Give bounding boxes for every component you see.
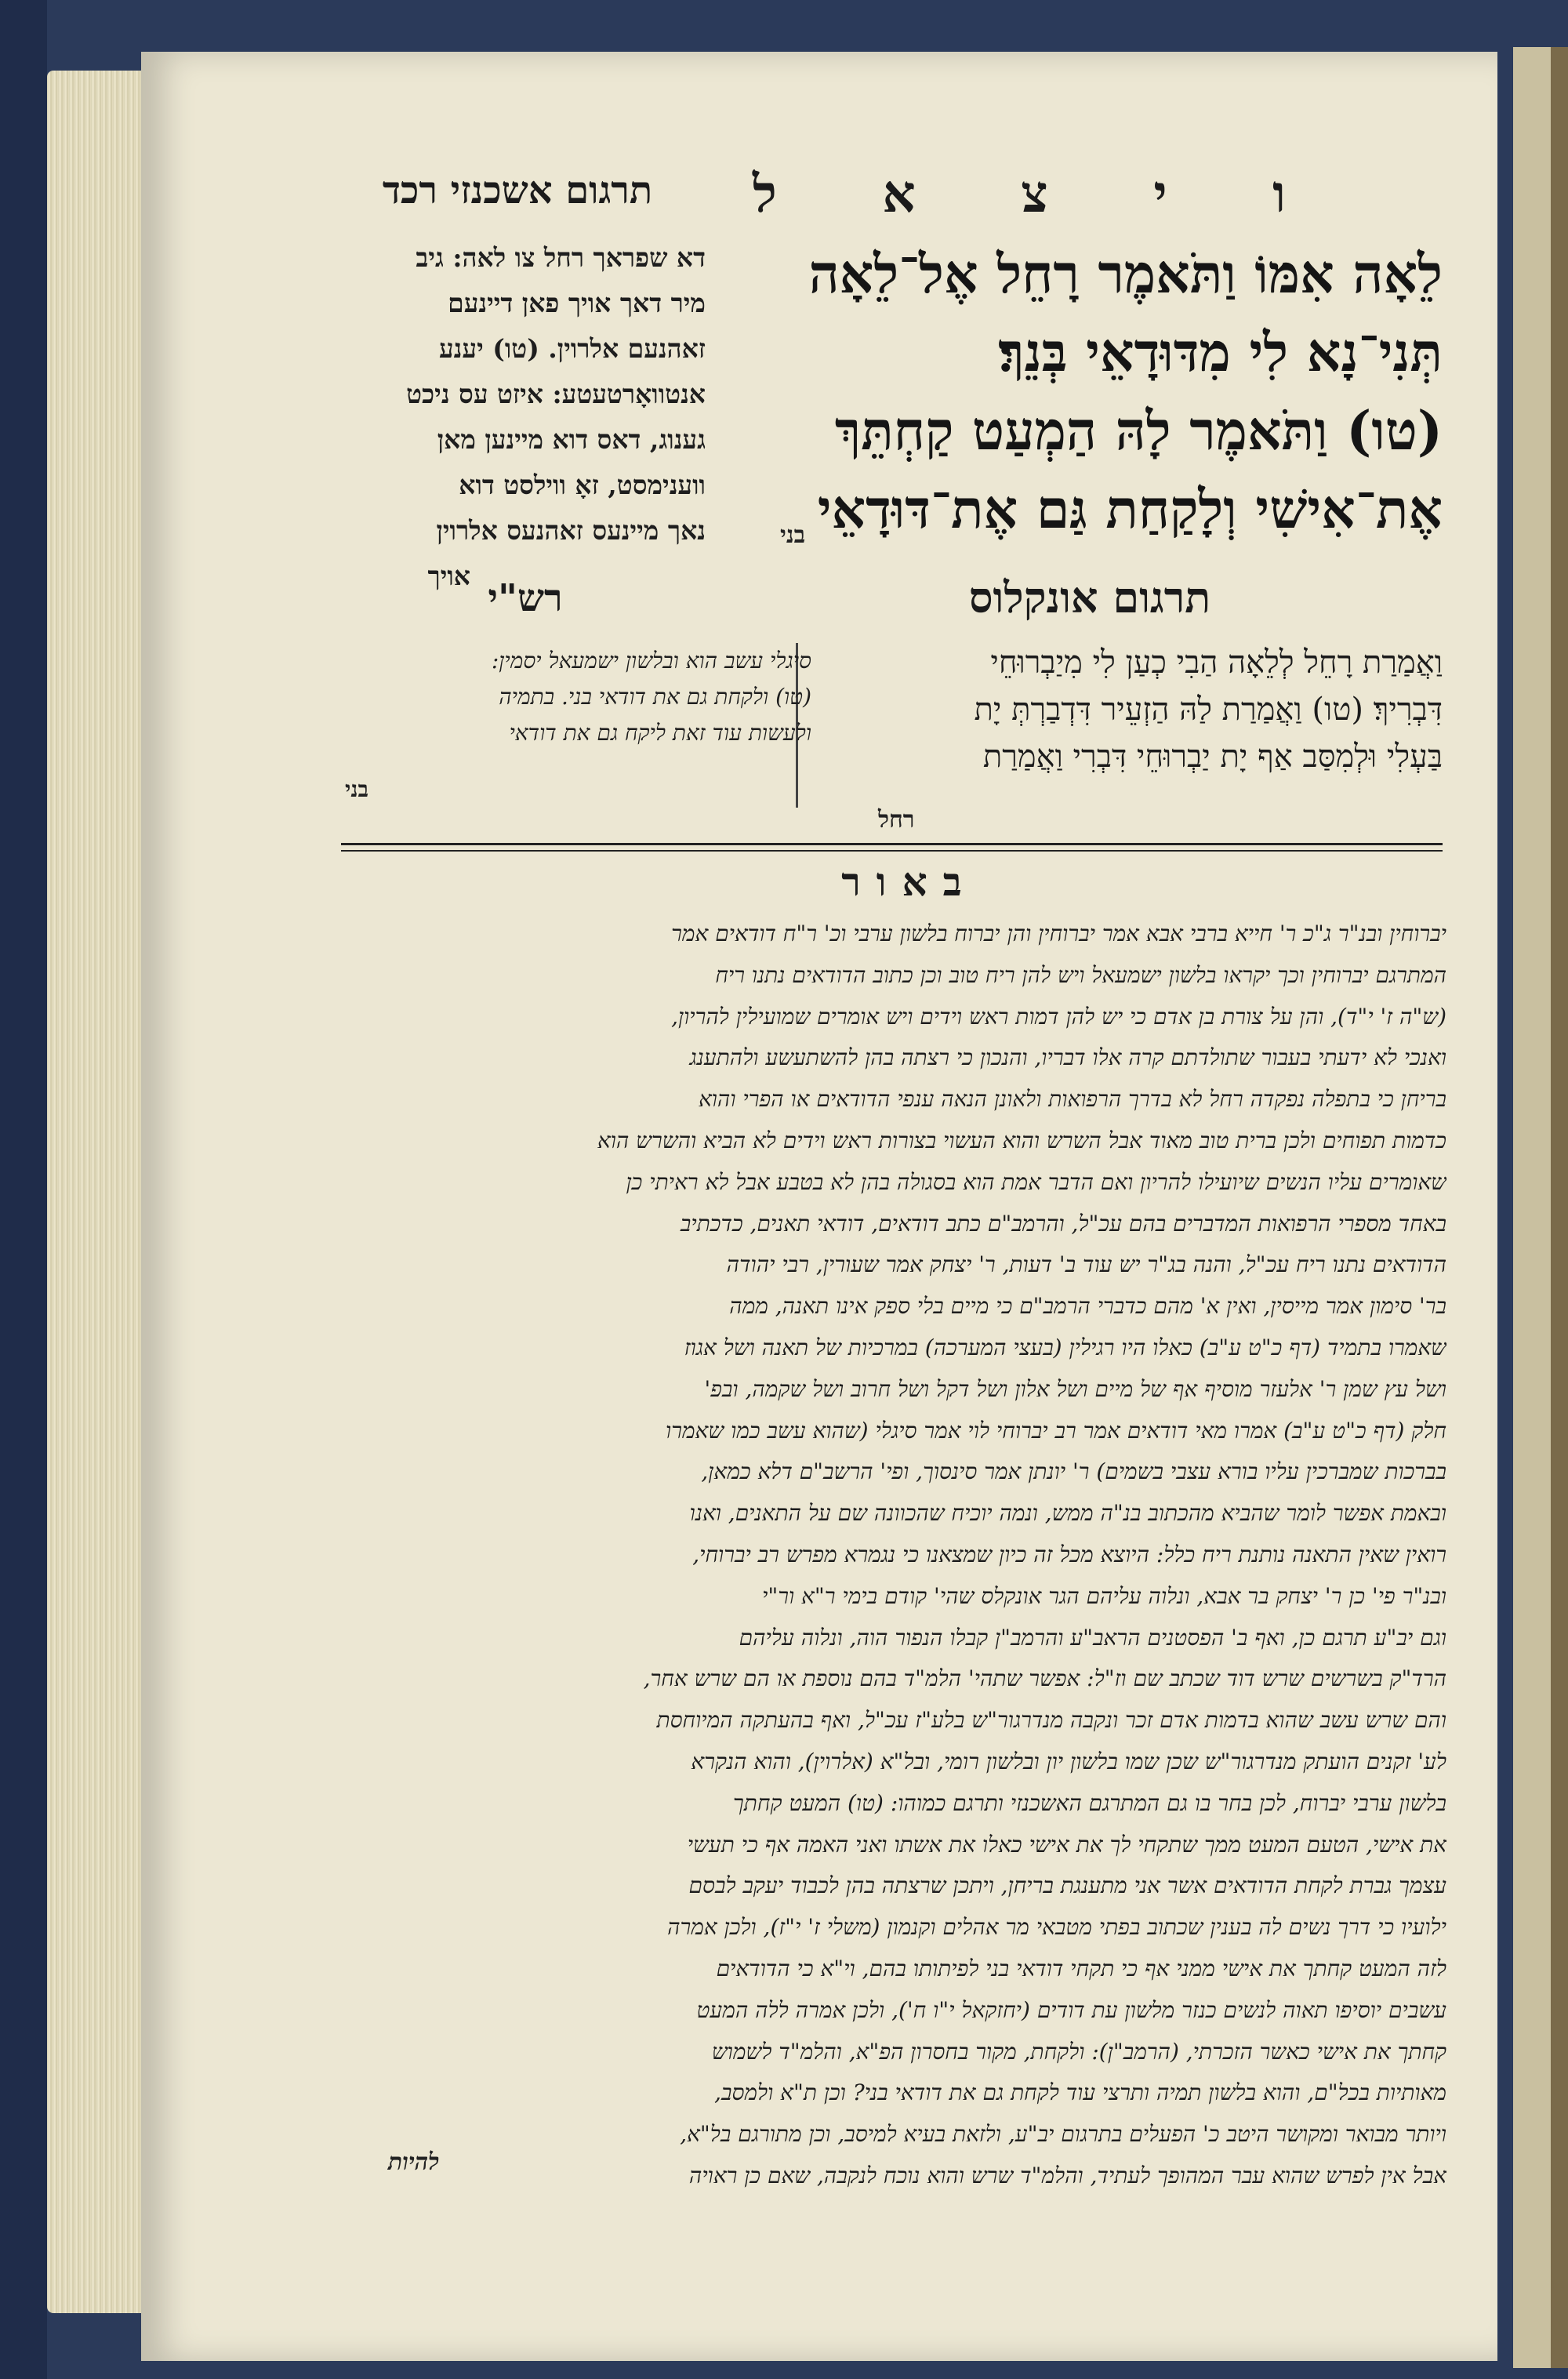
biur-line: ובאמת אפשר לומר שהביא מהכתוב בנ"ה ממש, ונמה יוכיח שהכוונה שם על התאנים, ואנו — [689, 1500, 1446, 1527]
parsha-letter: ו — [1272, 163, 1286, 224]
biur-line: אבל אין לפרש שהוא עבר המהופך לעתיד, והלמ"ד שרש והוא נוכח לנקבה, שאם כן ראויה — [688, 2162, 1446, 2188]
rashi-line: סיגלי עשב הוא ובלשון ישמעאל יסמין: — [491, 648, 811, 674]
biur-line: ואנכי לא ידעתי בעבור שתולדתם קרה אלו דבריו, והנכון כי רצתה בהן להשתעשע ולהתענג — [689, 1044, 1446, 1071]
torah-catchword: בני — [780, 521, 806, 549]
targum-ashkenazi-text — [329, 235, 706, 591]
biur-line: (ש"ה ז' י"ד), והן על צורת בן אדם כי יש להן דמות ראש וידים ויש אומרים שמועילין להריון, — [671, 1003, 1446, 1030]
rashi-text — [325, 643, 811, 784]
rashi-header: רש"י — [488, 576, 563, 620]
onkelos-line: וַאֲמַרַת רָחֵל לְלֵאָה הַבִי כְעַן לִי מִיַבְרוּחֵי — [990, 645, 1443, 681]
targum-ashkenazi-header: תרגום אשכנזי רכד — [382, 169, 653, 212]
onkelos-line: דִּבְרִיךְ׃ (טו) וַאֲמַרַת לַהּ הַזְעֵיר דִּדְבַרְתְּ יָת — [974, 692, 1443, 728]
biur-line: הדודאים נתנו ריח עכ"ל, והנה בג"ר יש עוד ב' דעות, ר' יצחק אמר שעורין, רבי יהודה — [726, 1251, 1446, 1278]
biur-line: הרד"ק בשרשים שרש דוד שכתב שם וז"ל: אפשר שתהי' הלמ"ד בהם נוספת או הם שרש אחר, — [643, 1665, 1446, 1692]
biur-line: מאותיות בכל"ם, והוא בלשון תמיה ותרצי עוד לקחת גם את דודאי בני? וכן ת"א ולמסב, — [714, 2079, 1446, 2106]
biur-line: באחד מספרי הרפואות המדברים בהם עכ"ל, והרמב"ם כתב דודאים, דודאי תאנים, כדכתיב — [680, 1210, 1446, 1237]
biur-line: יברוחין ובנ"ר ג"כ ר' חייא ברבי אבא אמר יברוחין והן יברוח בלשון ערבי וכ' ר"ח דודאים אמר — [671, 921, 1446, 946]
torah-line: לֵאָה אִמּוֹ וַתֹּאמֶר רָחֵל אֶל־לֵאָה — [808, 243, 1443, 306]
torah-line: אֶת־אִישִׁי וְלָקַחַת גַּם אֶת־דּוּדָאֵי — [817, 478, 1443, 541]
biur-line: בברכות שמברכין עליו בורא עצבי בשמים) ר' יונתן אמר סינסוך, ופי' הרשב"ם דלא כמאן, — [701, 1458, 1446, 1485]
biur-line: עצמך גברת לקחת הדודאים אשר אני מתענגת בריחן, ויתכן שרצתה בהן לכבוד יעקב לבסם — [688, 1872, 1446, 1899]
parsha-header — [753, 161, 1286, 227]
biur-line: ושל עץ שמן ר' אלעזר מוסיף אף של מיים ושל אלון ושל דקל ושל חרוב ושל שקמה, ובפ' — [704, 1375, 1446, 1402]
biur-line: וגם יב"ע תרגם כן, ואף ב' הפסטנים הראב"ע והרמב"ן קבלו הנפור הוה, ונלוה עליהם — [739, 1624, 1446, 1651]
targum-ashkenazi-line: נאך מיינעס זאהנעס אלרוין — [436, 515, 706, 546]
biur-text — [325, 913, 1446, 2294]
rashi-line: ולעשות עוד זאת ליקח גם את דודאי — [509, 720, 811, 746]
biur-catchword: להיות — [388, 2148, 440, 2176]
onkelos-text — [815, 639, 1443, 827]
biur-line: המתרגם יברוחין וכך יקראו בלשון ישמעאל ויש להן ריח טוב וכן כתוב הדודאים נתנו ריח — [715, 961, 1446, 988]
biur-line: בר' סימון אמר מייסין, ואין א' מהם כדברי הרמב"ם כי מיים בלי ספק אינו תאנה, ממה — [729, 1293, 1446, 1320]
biur-line: שאומרים עליו הנשים שיועילו להריון ואם הדבר אמת הוא בסגולה בהן לא בטבע אבל לא ראיתי כן — [626, 1168, 1446, 1195]
book-cover-left — [0, 0, 47, 2379]
targum-ashkenazi-line: דא שפראך רחל צו לאה: גיב — [416, 242, 706, 273]
section-rule — [341, 843, 1443, 852]
biur-line: לע' זקנים הועתק מנדרגור"ש שכן שמו בלשון יון ובלשון רומי, ובל"א (אלרוין), והוא הנקרא — [691, 1748, 1446, 1774]
torah-line: (טו) וַתֹּאמֶר לָהּ הַמְעַט קַחְתֵּךְ — [834, 400, 1443, 463]
biur-line: את אישי, הטעם המעט ממך שתקחי לך את אישי כאלו את אשתו ואני האמה אף כי תעשי — [687, 1831, 1446, 1858]
rashi-line: (טו) ולקחת גם את דודאי בני. בתמיה — [499, 684, 811, 710]
book-cover-right — [1551, 47, 1568, 2368]
parsha-letter: ל — [753, 163, 777, 224]
biur-header: באור — [841, 859, 978, 905]
biur-line: בריחן כי בתפלה נפקדה רחל לא בדרך הרפואות ולאונן הנאה ענפי הדודאים או הפרי והוא — [698, 1086, 1446, 1113]
targum-ashkenazi-line: זאהנעם אלרוין. (טו) יענע — [438, 333, 706, 364]
onkelos-header: תרגום אונקלוס — [968, 572, 1211, 623]
targum-ashkenazi-line: מיר דאך אויך פאן דיינעם — [448, 288, 706, 318]
biur-line: עשבים יוסיפו תאוה לנשים כנזר מלשון עת דודים (יחזקאל י"ו ח'), ולכן אמרה ללה המעט — [696, 1996, 1446, 2023]
biur-line: בלשון ערבי יברוח, לכן בחר בו גם המתרגם האשכנזי ותרגם כמוהו: (טו) המעט קחתך — [733, 1789, 1446, 1816]
biur-line: כדמות תפוחים ולכן ברית טוב מאוד אבל השרש והוא העשוי בצורות ראש וידים לא הביא והשרש הוא — [597, 1127, 1446, 1153]
targum-ashkenazi-catchword: אויך — [427, 561, 470, 591]
biur-line: ויותר מבואר ומקושר היטב כ' הפעלים בתרגום יב"ע, ולזאת בעיא למיסב, וכן מתורגם בל"א, — [680, 2121, 1446, 2148]
parsha-letter: צ — [1021, 163, 1048, 224]
torah-text — [745, 235, 1443, 565]
biur-line: ובנ"ר פי' כן ר' יצחק בר אבא, ונלוה עליהם הגר אונקלס שהי' קודם בימי ר"א ור"י — [762, 1582, 1446, 1609]
targum-ashkenazi-line: ווענימסט, זאָ ווילסט דוא — [459, 470, 706, 500]
torah-line: תְּנִי־נָא לִי מִדּוּדָאֵי בְּנֵךְ׃ — [998, 321, 1443, 384]
targum-ashkenazi-line: גענוג, דאס דוא מיינען מאן — [437, 424, 706, 455]
onkelos-catchword: רחל — [878, 806, 915, 834]
parsha-letter: י — [1153, 163, 1167, 224]
parsha-letter: א — [882, 163, 916, 224]
biur-line: לזה המעט קחתך את אישי ממני אף כי תקחי דודאי בני לפיתותו בהם, וי"א כי הדודאים — [716, 1955, 1446, 1981]
page-edges — [47, 71, 141, 2313]
biur-line: והם שרש עשב שהוא בדמות אדם זכר ונקבה מנדרגור"ש בלע"ז עכ"ל, ואף בהעתקה המיוחסת — [656, 1707, 1446, 1734]
targum-ashkenazi-line: אנטוואָרטעטע: איזט עס ניכט — [406, 379, 706, 409]
rashi-catchword: בני — [345, 776, 368, 802]
onkelos-line: בַּעְלִי וּלְמִסַּב אַף יָת יַבְרוּחֵי דִּבְרִי וַאֲמַרַת — [982, 739, 1443, 775]
biur-line: שאמרו בתמיד (דף כ"ט ע"ב) כאלו היו רגילין (בעצי המערכה) במרכיות של תאנה ושל אגוז — [684, 1334, 1446, 1360]
biur-line: חלק (דף כ"ט ע"ב) אמרו מאי דודאים אמר רב יברוחי לוי אמר סיגלי (שהוא עשב כמו שאמרו — [666, 1417, 1446, 1444]
biur-line: ילועיו כי דרך נשים לה בענין שכתוב בפתי מטבאי מר אהלים וקנמון (משלי ז' י"ז), ולכן אמרה — [667, 1914, 1446, 1941]
biur-line: רואין שאין התאנה נותנת ריח כלל: היוצא מכל זה כיון שמצאנו כי נגמרא מפרש רב יברוחי, — [692, 1541, 1446, 1567]
biur-line: קחתך את אישי כאשר הזכרתי, (הרמב"ן): ולקחת, מקור בחסרון הפ"א, והלמ"ד לשמוש — [711, 2038, 1446, 2065]
